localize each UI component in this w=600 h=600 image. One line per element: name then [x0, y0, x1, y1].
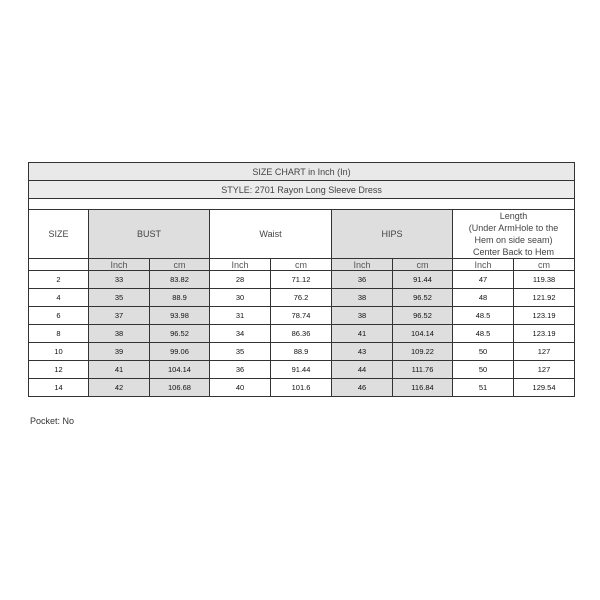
spacer-cell — [29, 199, 575, 210]
cell-size: 8 — [29, 325, 89, 343]
cell-hips-cm: 96.52 — [393, 307, 453, 325]
cell-length-inch: 48.5 — [453, 325, 514, 343]
unit-waist-inch: Inch — [210, 259, 271, 271]
style-row — [29, 181, 575, 199]
cell-bust-inch: 39 — [89, 343, 150, 361]
cell-size: 14 — [29, 379, 89, 397]
size-chart-table — [28, 162, 575, 397]
cell-waist-inch: 30 — [210, 289, 271, 307]
cell-hips-inch: 44 — [332, 361, 393, 379]
header-length-line: Center Back to Hem — [473, 247, 555, 257]
cell-length-inch: 47 — [453, 271, 514, 289]
cell-hips-inch: 36 — [332, 271, 393, 289]
cell-waist-inch: 35 — [210, 343, 271, 361]
cell-size: 10 — [29, 343, 89, 361]
header-bust: BUST — [89, 210, 210, 259]
cell-length-cm: 129.54 — [514, 379, 575, 397]
spacer-row — [29, 199, 575, 210]
header-length-line: Hem on side seam) — [474, 235, 553, 245]
cell-length-inch: 50 — [453, 361, 514, 379]
unit-hips-inch: Inch — [332, 259, 393, 271]
cell-bust-cm: 96.52 — [150, 325, 210, 343]
cell-length-inch: 48.5 — [453, 307, 514, 325]
cell-bust-inch: 38 — [89, 325, 150, 343]
cell-hips-inch: 41 — [332, 325, 393, 343]
table-row — [29, 379, 575, 397]
cell-waist-inch: 36 — [210, 361, 271, 379]
cell-waist-inch: 40 — [210, 379, 271, 397]
unit-waist-cm: cm — [271, 259, 332, 271]
cell-waist-inch: 28 — [210, 271, 271, 289]
pocket-note: Pocket: No — [30, 416, 75, 426]
header-length-line: (Under ArmHole to the — [468, 223, 559, 233]
header-row — [29, 210, 575, 259]
header-hips: HIPS — [332, 210, 453, 259]
cell-hips-inch: 38 — [332, 307, 393, 325]
header-size: SIZE — [29, 210, 89, 259]
cell-length-inch: 51 — [453, 379, 514, 397]
cell-bust-cm: 93.98 — [150, 307, 210, 325]
table-row — [29, 289, 575, 307]
cell-hips-cm: 104.14 — [393, 325, 453, 343]
cell-length-cm: 127 — [514, 361, 575, 379]
cell-hips-cm: 96.52 — [393, 289, 453, 307]
table-row — [29, 325, 575, 343]
table-row — [29, 271, 575, 289]
cell-bust-cm: 99.06 — [150, 343, 210, 361]
cell-hips-cm: 91.44 — [393, 271, 453, 289]
cell-size: 6 — [29, 307, 89, 325]
cell-waist-cm: 86.36 — [271, 325, 332, 343]
header-waist: Waist — [210, 210, 332, 259]
cell-bust-inch: 33 — [89, 271, 150, 289]
table-row — [29, 307, 575, 325]
unit-length-cm: cm — [514, 259, 575, 271]
cell-bust-cm: 104.14 — [150, 361, 210, 379]
cell-bust-inch: 35 — [89, 289, 150, 307]
cell-length-inch: 50 — [453, 343, 514, 361]
unit-bust-cm: cm — [150, 259, 210, 271]
cell-hips-inch: 43 — [332, 343, 393, 361]
style-label: STYLE: 2701 Rayon Long Sleeve Dress — [29, 181, 575, 199]
cell-bust-inch: 37 — [89, 307, 150, 325]
cell-length-inch: 48 — [453, 289, 514, 307]
cell-bust-cm: 106.68 — [150, 379, 210, 397]
cell-waist-cm: 101.6 — [271, 379, 332, 397]
cell-waist-cm: 78.74 — [271, 307, 332, 325]
cell-hips-cm: 109.22 — [393, 343, 453, 361]
cell-length-cm: 123.19 — [514, 307, 575, 325]
unit-row — [29, 259, 575, 271]
cell-length-cm: 121.92 — [514, 289, 575, 307]
cell-length-cm: 119.38 — [514, 271, 575, 289]
unit-size-blank — [29, 259, 89, 271]
cell-hips-inch: 38 — [332, 289, 393, 307]
cell-bust-inch: 41 — [89, 361, 150, 379]
unit-length-inch: Inch — [453, 259, 514, 271]
cell-waist-cm: 71.12 — [271, 271, 332, 289]
cell-bust-cm: 88.9 — [150, 289, 210, 307]
cell-waist-cm: 76.2 — [271, 289, 332, 307]
title-row — [29, 163, 575, 181]
cell-hips-cm: 111.76 — [393, 361, 453, 379]
cell-waist-cm: 91.44 — [271, 361, 332, 379]
cell-size: 2 — [29, 271, 89, 289]
cell-waist-inch: 31 — [210, 307, 271, 325]
unit-bust-inch: Inch — [89, 259, 150, 271]
cell-waist-cm: 88.9 — [271, 343, 332, 361]
table-row — [29, 361, 575, 379]
cell-size: 4 — [29, 289, 89, 307]
cell-waist-inch: 34 — [210, 325, 271, 343]
header-length-line: Length — [499, 211, 528, 221]
chart-title: SIZE CHART in Inch (In) — [29, 163, 575, 181]
table-row — [29, 343, 575, 361]
cell-hips-inch: 46 — [332, 379, 393, 397]
cell-hips-cm: 116.84 — [393, 379, 453, 397]
unit-hips-cm: cm — [393, 259, 453, 271]
cell-length-cm: 123.19 — [514, 325, 575, 343]
header-length — [453, 210, 575, 259]
cell-size: 12 — [29, 361, 89, 379]
cell-length-cm: 127 — [514, 343, 575, 361]
cell-bust-cm: 83.82 — [150, 271, 210, 289]
cell-bust-inch: 42 — [89, 379, 150, 397]
